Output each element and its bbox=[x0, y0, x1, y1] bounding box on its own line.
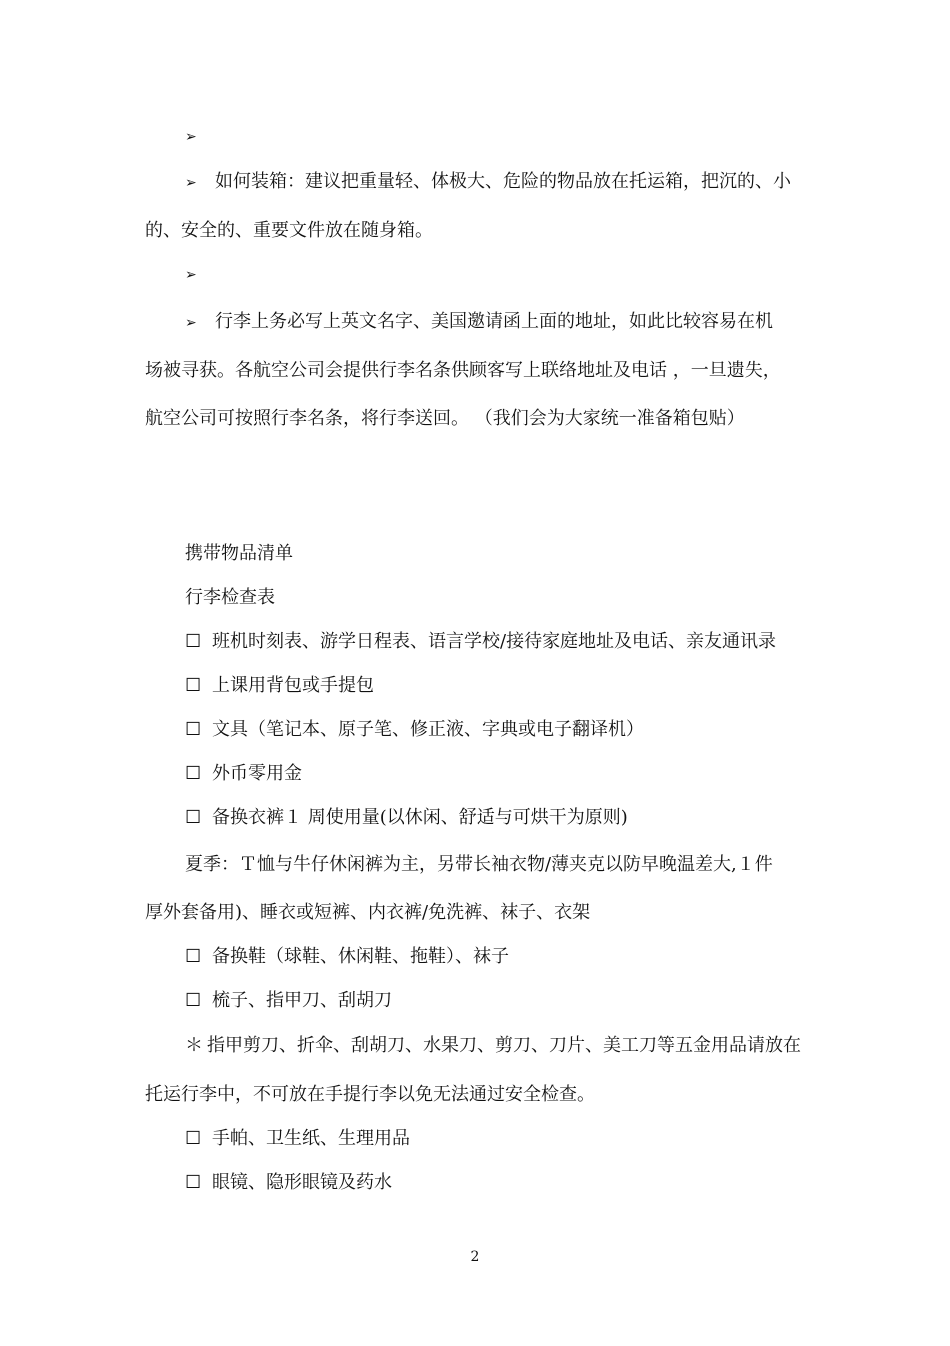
checkbox-icon: ☐ bbox=[185, 946, 202, 967]
checkbox-icon: ☐ bbox=[185, 1172, 202, 1193]
checklist-item bbox=[185, 945, 509, 969]
checkbox-icon: ☐ bbox=[185, 719, 202, 740]
luggage-label-line bbox=[185, 310, 773, 335]
checklist-item-label: 梳子、指甲刀、刮胡刀 bbox=[212, 990, 392, 1011]
checklist-title: 行李检查表 bbox=[185, 587, 275, 608]
page-number: 2 bbox=[470, 1249, 480, 1265]
list-title: 携带物品清单 bbox=[185, 543, 293, 564]
empty-bullet-line bbox=[185, 124, 215, 149]
checklist-item bbox=[185, 718, 644, 742]
arrow-bullet-icon: ➢ bbox=[185, 267, 197, 283]
checkbox-icon: ☐ bbox=[185, 1128, 202, 1149]
safety-note-text: 指甲剪刀、折伞、刮胡刀、水果刀、剪刀、刀片、美工刀等五金用品请放在 bbox=[207, 1035, 801, 1056]
paragraph-text: 行李上务必写上英文名字、美国邀请函上面的地址，如此比较容易在机 bbox=[215, 311, 773, 332]
checkbox-icon: ☐ bbox=[185, 990, 202, 1011]
arrow-bullet-icon: ➢ bbox=[185, 129, 197, 145]
luggage-label-continuation: 航空公司可按照行李名条，将行李送回。 （我们会为大家统一准备箱包贴） bbox=[145, 408, 745, 429]
checklist-item bbox=[185, 1171, 392, 1195]
checkbox-icon: ☐ bbox=[185, 807, 202, 828]
paragraph-text: 如何装箱：建议把重量轻、体极大、危险的物品放在托运箱，把沉的、小 bbox=[215, 171, 791, 192]
checklist-item bbox=[185, 806, 628, 830]
packing-advice-line bbox=[185, 170, 791, 195]
checklist-item-label: 备换衣裤１ 周使用量(以休闲、舒适与可烘干为原则) bbox=[212, 807, 628, 828]
summer-clothing-continuation: 厚外套备用)、睡衣或短裤、内衣裤/免洗裤、袜子、衣架 bbox=[145, 902, 591, 923]
arrow-bullet-icon: ➢ bbox=[185, 315, 197, 331]
checklist-item-label: 文具（笔记本、原子笔、修正液、字典或电子翻译机） bbox=[212, 719, 644, 740]
packing-advice-continuation: 的、安全的、重要文件放在随身箱。 bbox=[145, 220, 433, 241]
luggage-label-continuation: 场被寻获。各航空公司会提供行李名条供顾客写上联络地址及电话 ，一旦遗失， bbox=[145, 360, 781, 381]
summer-clothing-line: 夏季：Ｔ恤与牛仔休闲裤为主，另带长袖衣物/薄夹克以防早晚温差大,１件 bbox=[185, 854, 773, 875]
checklist-item bbox=[185, 630, 776, 654]
checkbox-icon: ☐ bbox=[185, 763, 202, 784]
checklist-item bbox=[185, 762, 302, 786]
checklist-item-label: 备换鞋（球鞋、休闲鞋、拖鞋）、袜子 bbox=[212, 946, 509, 967]
asterisk-icon: ＊ bbox=[185, 1035, 203, 1056]
checklist-item bbox=[185, 1127, 410, 1151]
checklist-item bbox=[185, 989, 392, 1013]
checkbox-icon: ☐ bbox=[185, 675, 202, 696]
empty-bullet-line bbox=[185, 262, 215, 287]
checklist-item-label: 外币零用金 bbox=[212, 763, 302, 784]
checklist-item-label: 眼镜、隐形眼镜及药水 bbox=[212, 1172, 392, 1193]
checklist-item-label: 手帕、卫生纸、生理用品 bbox=[212, 1128, 410, 1149]
checklist-item bbox=[185, 674, 374, 698]
checklist-item-label: 上课用背包或手提包 bbox=[212, 675, 374, 696]
checklist-item-label: 班机时刻表、游学日程表、语言学校/接待家庭地址及电话、亲友通讯录 bbox=[212, 631, 777, 652]
arrow-bullet-icon: ➢ bbox=[185, 175, 197, 191]
checkbox-icon: ☐ bbox=[185, 631, 202, 652]
safety-note-continuation: 托运行李中，不可放在手提行李以免无法通过安全检查。 bbox=[145, 1084, 595, 1105]
safety-note-line bbox=[185, 1034, 801, 1058]
